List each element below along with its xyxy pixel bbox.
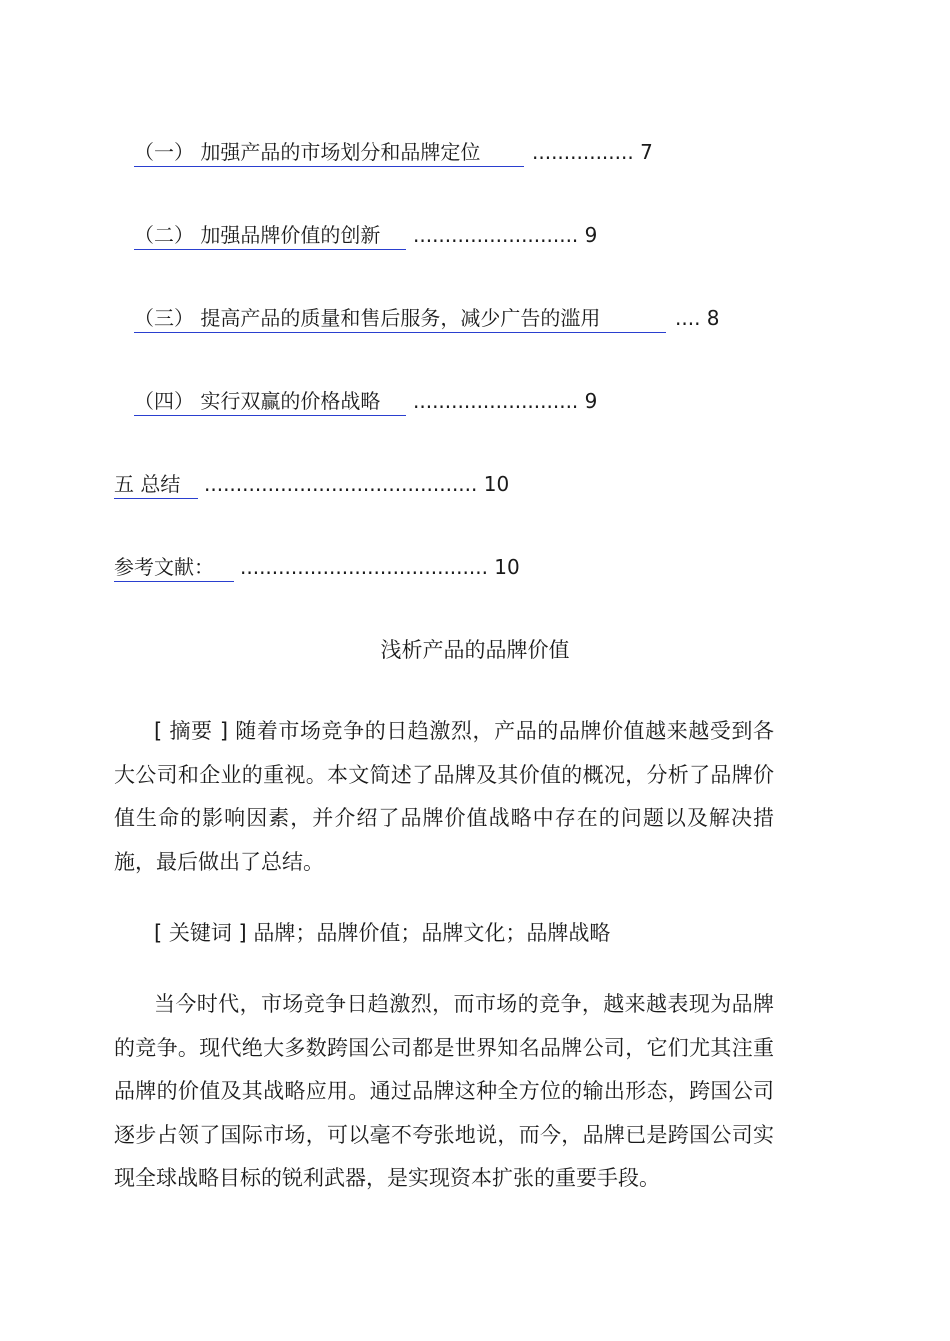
toc-dots-page: .......................... 9 xyxy=(413,389,598,413)
toc-link[interactable] xyxy=(134,137,524,167)
toc-dots-page: .... 8 xyxy=(675,306,720,330)
toc-link[interactable] xyxy=(134,220,406,250)
toc-title: （三） 提高产品的质量和售后服务，减少广告的滥用 xyxy=(134,306,601,330)
toc-link[interactable] xyxy=(114,469,198,499)
toc-dots-page: .......................... 9 xyxy=(413,223,598,247)
toc-dots-page: ........................................... 10 xyxy=(204,472,510,496)
toc-title: （二） 加强品牌价值的创新 xyxy=(134,223,381,247)
abstract-paragraph: [ 摘要 ] 随着市场竞争的日趋激烈，产品的品牌价值越来越受到各大公司和企业的重视。本文简述了品牌及其价值的概况，分析了品牌价值生命的影响因素，并介绍了品牌价值战略中存在的问题以及解决措施，最后做出了总结。 xyxy=(114,719,774,874)
toc-link[interactable] xyxy=(114,552,234,582)
toc-link[interactable] xyxy=(134,303,666,333)
body-paragraph: 当今时代，市场竞争日趋激烈，而市场的竞争，越来越表现为品牌的竞争。现代绝大多数跨国公司都是世界知名品牌公司，它们尤其注重品牌的价值及其战略应用。通过品牌这种全方位的输出形态，跨国公司逐步占领了国际市场，可以毫不夸张地说，而今，品牌已是跨国公司实现全球战略目标的锐利武器，是实现资本扩张的重要手段。 xyxy=(114,992,774,1190)
toc-link[interactable] xyxy=(134,386,406,416)
toc-title: （一） 加强产品的市场划分和品牌定位 xyxy=(134,140,481,164)
toc-dots-page: ....................................... 10 xyxy=(240,555,520,579)
toc-title: （四） 实行双赢的价格战略 xyxy=(134,389,381,413)
keywords-paragraph: [ 关键词 ] 品牌；品牌价值；品牌文化；品牌战略 xyxy=(154,921,611,945)
toc-title: 参考文献： xyxy=(114,555,214,579)
toc-title: 五 总结 xyxy=(114,472,181,496)
document-title: 浅析产品的品牌价值 xyxy=(380,638,570,662)
toc-dots-page: ................ 7 xyxy=(532,140,653,164)
